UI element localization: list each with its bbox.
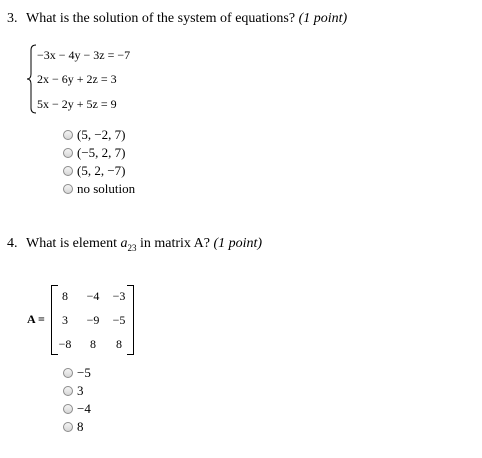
- q4-option-4[interactable]: [63, 419, 84, 435]
- q4-option-3[interactable]: [63, 401, 91, 417]
- radio-button-icon[interactable]: [63, 130, 73, 140]
- question-3-text: [26, 11, 347, 27]
- question-4-points: (1 point): [213, 236, 263, 251]
- q4-option-2-label: 3: [77, 383, 84, 398]
- equation-2: 2x − 6y + 2z = 3: [37, 72, 117, 86]
- q3-option-1[interactable]: [63, 127, 126, 143]
- matrix-cell-3-2: 8: [90, 337, 96, 351]
- radio-button-icon[interactable]: [63, 386, 73, 396]
- matrix-cell-2-1: 3: [62, 313, 68, 327]
- q4-option-1[interactable]: [63, 365, 91, 381]
- matrix-cell-1-2: −4: [86, 289, 100, 303]
- system-brace: [27, 44, 37, 114]
- q3-option-3-label: (5, 2, −7): [77, 163, 126, 178]
- question-3-prompt: What is the solution of the system of equations?: [26, 11, 296, 26]
- matrix-cell-3-3: 8: [116, 337, 122, 351]
- matrix-cell-1-3: −3: [112, 289, 126, 303]
- question-4-number: 4.: [7, 236, 18, 251]
- q3-option-4[interactable]: [63, 181, 135, 197]
- matrix-cell-1-1: 8: [62, 289, 68, 303]
- q3-option-1-label: (5, −2, 7): [77, 127, 126, 142]
- radio-button-icon[interactable]: [63, 184, 73, 194]
- question-4-prompt: What is element: [26, 236, 117, 251]
- element-subscript: 23: [127, 242, 137, 253]
- question-3-points: (1 point): [298, 11, 348, 26]
- radio-button-icon[interactable]: [63, 404, 73, 414]
- matrix-cell-2-2: −9: [86, 313, 100, 327]
- radio-button-icon[interactable]: [63, 422, 73, 432]
- question-4-text: [26, 236, 262, 253]
- radio-button-icon[interactable]: [63, 368, 73, 378]
- radio-button-icon[interactable]: [63, 166, 73, 176]
- radio-button-icon[interactable]: [63, 148, 73, 158]
- matrix-cell-3-1: −8: [58, 337, 72, 351]
- q3-option-2-label: (−5, 2, 7): [77, 145, 126, 160]
- question-4-prompt-end: in matrix A?: [139, 236, 210, 251]
- q4-option-1-label: −5: [77, 365, 91, 380]
- q3-option-4-label: no solution: [77, 181, 136, 196]
- q4-option-4-label: 8: [77, 419, 84, 434]
- question-3-number: 3.: [7, 11, 18, 26]
- q4-option-2[interactable]: [63, 383, 84, 399]
- q4-option-3-label: −4: [77, 401, 91, 416]
- q3-option-3[interactable]: [63, 163, 126, 179]
- q3-option-2[interactable]: [63, 145, 126, 161]
- equation-3: 5x − 2y + 5z = 9: [37, 97, 117, 111]
- matrix-cell-2-3: −5: [112, 313, 126, 327]
- matrix-label: A =: [27, 312, 45, 326]
- element-variable: a: [120, 236, 128, 251]
- equation-1: −3x − 4y − 3z = −7: [37, 48, 131, 62]
